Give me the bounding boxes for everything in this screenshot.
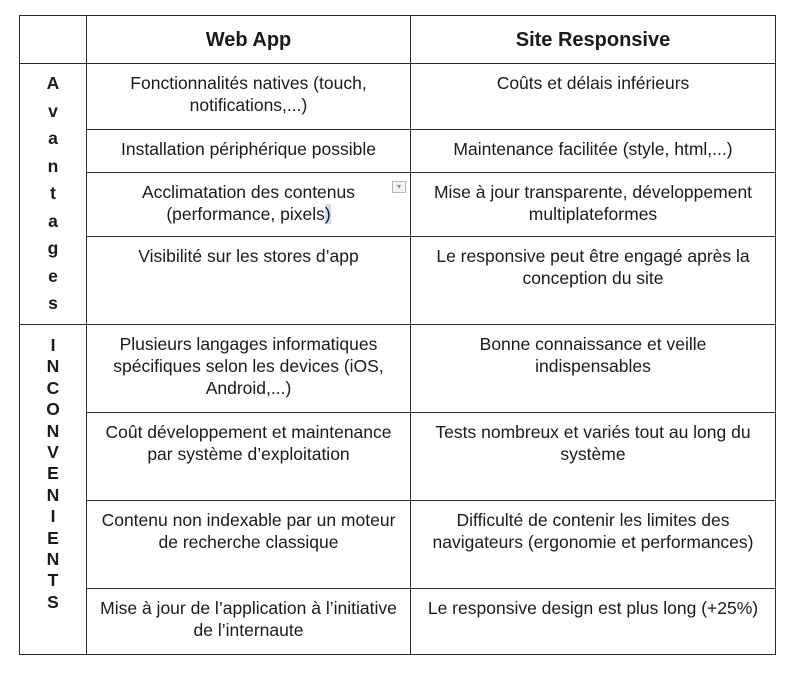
cell-site-responsive[interactable]: Coûts et délais inférieurs: [411, 64, 776, 130]
label-letter: V: [47, 442, 59, 463]
cell-site-responsive[interactable]: Le responsive peut être engagé après la conception du site: [411, 237, 776, 325]
label-letter: e: [48, 265, 58, 286]
cell-web-app[interactable]: Visibilité sur les stores d’app: [87, 237, 411, 325]
label-letter: C: [46, 377, 60, 398]
cell-site-responsive[interactable]: Difficulté de contenir les limites des navigateurs (ergonomie et performances): [411, 501, 776, 589]
label-letter: O: [46, 399, 60, 420]
label-letter: N: [46, 549, 60, 570]
table-row: [20, 173, 776, 237]
table-row: [20, 589, 776, 655]
label-letter: I: [50, 506, 56, 527]
disadvantages-label: [20, 325, 87, 655]
text-selection: ): [324, 204, 331, 224]
corner-cell: [20, 16, 87, 64]
label-letter: S: [47, 591, 59, 612]
cell-site-responsive[interactable]: Bonne connaissance et veille indispensables: [411, 325, 776, 413]
label-letter: I: [50, 335, 56, 355]
table-row: [20, 413, 776, 501]
label-letter: E: [47, 527, 59, 548]
label-letter: n: [47, 155, 59, 176]
cell-text: Acclimatation des contenus (performance, pixels: [141, 182, 356, 224]
label-letter: E: [47, 463, 59, 484]
label-letter: A: [46, 73, 60, 93]
label-letter: v: [48, 100, 58, 121]
table-row: [20, 501, 776, 589]
cell-site-responsive[interactable]: Mise à jour transparente, développement multiplateformes: [411, 173, 776, 237]
header-site-responsive: Site Responsive: [411, 16, 776, 64]
label-letter: t: [50, 183, 56, 203]
cell-web-app[interactable]: Coût développement et maintenance par système d’exploitation: [87, 413, 411, 501]
cell-web-app[interactable]: Plusieurs langages informatiques spécifiques selon les devices (iOS, Android,...): [87, 325, 411, 413]
advantages-label: [20, 64, 87, 325]
cell-site-responsive[interactable]: Tests nombreux et variés tout au long du système: [411, 413, 776, 501]
label-letter: N: [46, 356, 60, 377]
cell-web-app[interactable]: Mise à jour de l’application à l’initiative de l’internaute: [87, 589, 411, 655]
header-row: [20, 16, 776, 64]
header-web-app: Web App: [87, 16, 411, 64]
label-letter: g: [47, 238, 59, 258]
table-row: [20, 64, 776, 130]
cell-web-app[interactable]: Fonctionnalités natives (touch, notifications,...): [87, 64, 411, 130]
table-row: [20, 130, 776, 173]
cell-web-app[interactable]: [87, 173, 411, 237]
label-letter: N: [46, 420, 60, 441]
cell-site-responsive[interactable]: Le responsive design est plus long (+25%): [411, 589, 776, 655]
table-row: [20, 325, 776, 413]
comment-marker-icon[interactable]: ▾: [392, 181, 406, 193]
label-letter: s: [48, 293, 58, 313]
cell-site-responsive[interactable]: Maintenance facilitée (style, html,...): [411, 130, 776, 173]
comparison-table: [19, 15, 776, 655]
label-letter: N: [46, 484, 60, 505]
table-row: [20, 237, 776, 325]
label-letter: a: [48, 210, 58, 231]
cell-web-app[interactable]: Installation périphérique possible: [87, 130, 411, 173]
cell-web-app[interactable]: Contenu non indexable par un moteur de recherche classique: [87, 501, 411, 589]
label-letter: T: [47, 570, 59, 591]
label-letter: a: [48, 128, 58, 148]
